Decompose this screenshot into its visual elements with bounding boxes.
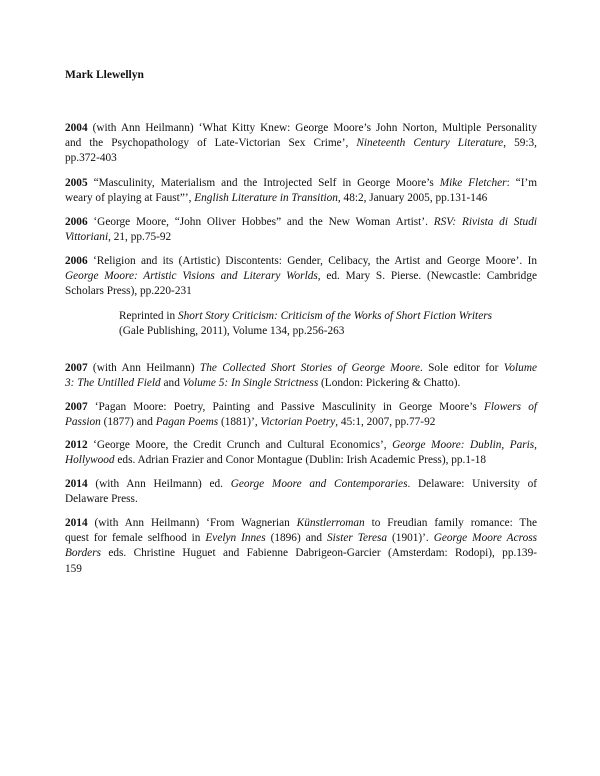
work-title: Mike Fletcher: [439, 177, 507, 189]
entry-line: [65, 136, 537, 151]
entry-text: , ed. Mary S. Pierse. (Newcastle: Cambridge: [317, 270, 537, 283]
entry-line: [65, 151, 537, 166]
work-title: Künstlerroman: [296, 517, 365, 529]
entry-year: 2007: [65, 362, 88, 374]
entry-line: [65, 453, 537, 468]
entry-text: eds. Christine Huguet and Fabienne Dabrigeon-Garcier (Amsterdam: Rodopi), pp.139-: [100, 547, 537, 560]
entry-text: (1877) and: [100, 416, 156, 429]
book-title: George Moore: Artistic Visions and Literary Worlds: [65, 270, 318, 283]
volume-title: Volume: [503, 362, 537, 374]
entry-line: [65, 254, 537, 269]
work-title: Sister Teresa: [327, 532, 388, 545]
entry-text: weary of playing at Faust”’,: [65, 192, 195, 205]
journal-title: Vittoriani: [65, 231, 109, 244]
entry-text: , 48:2, January 2005, pp.131-146: [337, 192, 488, 205]
entry-text: Delaware Press.: [65, 493, 138, 506]
entry-line: [65, 477, 537, 492]
entry-year: 2012: [65, 439, 88, 451]
entry-text: ‘Pagan Moore: Poetry, Painting and Passive Masculinity in George Moore’s: [87, 401, 485, 413]
journal-title: Victorian Poetry: [260, 416, 336, 429]
entry-line: [65, 531, 537, 546]
entry-text: and the Psychopathology of Late-Victorian Sex Crime’,: [65, 137, 357, 150]
entry-text: , 45:1, 2007, pp.77-92: [335, 416, 436, 429]
entry-line: [65, 546, 537, 561]
entry-text: . Delaware: University of: [407, 478, 537, 490]
bibliography-entry-2014-a: [65, 477, 537, 507]
book-title: Short Story Criticism: Criticism of the Works of Short Fiction Writers: [177, 310, 493, 322]
bibliography-entry-2012: [65, 438, 537, 468]
entry-text: (with Ann Heilmann): [87, 362, 200, 374]
entry-text: and: [160, 377, 183, 390]
entry-year: 2014: [65, 517, 88, 529]
entry-line: [65, 492, 537, 507]
book-title: The Collected Short Stories of George Moore: [199, 362, 420, 374]
entry-text: ‘Religion and its (Artistic) Discontents: Gender, Celibacy, the Artist and George Moore’. In: [87, 255, 537, 267]
entry-line: [65, 400, 537, 415]
entry-line: [65, 230, 537, 245]
entry-text: : “I’m: [506, 177, 538, 189]
entry-year: 2006: [65, 255, 88, 267]
work-title: Pagan Poems: [155, 416, 219, 429]
bibliography-entry-2007-a: [65, 361, 537, 391]
bibliography-entry-2014-b: [65, 516, 537, 577]
entry-line: [119, 324, 539, 339]
journal-title: Nineteenth Century Literature: [356, 137, 504, 150]
entry-text: eds. Adrian Frazier and Conor Montague (Dublin: Irish Academic Press), pp.1-18: [114, 454, 487, 467]
work-title: Flowers of: [484, 401, 538, 413]
bibliography-entry-2005: [65, 176, 537, 206]
entry-line: [65, 284, 537, 299]
entry-text: (with Ann Heilmann) ‘What Kitty Knew: George Moore’s John Norton, Multiple Personality: [87, 122, 537, 134]
journal-title: English Literature in Transition: [194, 192, 338, 205]
entry-line: [65, 516, 537, 531]
entry-line: [65, 269, 537, 284]
entry-text: (with Ann Heilmann) ‘From Wagnerian: [87, 517, 297, 529]
book-title: Hollywood: [65, 454, 115, 467]
entry-year: 2004: [65, 122, 88, 134]
bibliography-entry-2006-a: [65, 215, 537, 245]
journal-title: RSV: Rivista di Studi: [433, 216, 537, 228]
entry-text: , 59:3,: [503, 137, 537, 150]
book-title: George Moore and Contemporaries: [230, 478, 408, 490]
entry-text: Reprinted in: [119, 310, 178, 322]
bibliography-entry-2004: [65, 121, 537, 167]
entry-year: 2005: [65, 177, 88, 189]
entry-text: . Sole editor for: [419, 362, 504, 374]
work-title: Passion: [65, 416, 101, 429]
entry-text: (1896) and: [265, 532, 328, 545]
entry-text: ‘George Moore, the Credit Crunch and Cultural Economics’,: [87, 439, 393, 451]
bibliography-entry-2007-b: [65, 400, 537, 430]
book-title: Borders: [65, 547, 101, 560]
entry-line: [65, 361, 537, 376]
entry-text: (1881)’,: [218, 416, 261, 429]
entry-text: (London: Pickering & Chatto).: [318, 377, 461, 390]
entry-text: (1901)’.: [387, 532, 434, 545]
entry-line: [65, 562, 537, 577]
entry-line: [65, 191, 537, 206]
entry-line: [65, 376, 537, 391]
reprint-note: [119, 309, 539, 339]
entry-text: (Gale Publishing, 2011), Volume 134, pp.256-263: [119, 325, 345, 338]
entry-text: “Masculinity, Materialism and the Introjected Self in George Moore’s: [87, 177, 440, 189]
volume-title: 3: The Untilled Field: [65, 377, 161, 390]
entry-year: 2006: [65, 216, 88, 228]
entry-text: ‘George Moore, “John Oliver Hobbes” and the New Woman Artist’.: [87, 216, 434, 228]
entry-text: (with Ann Heilmann) ed.: [87, 478, 231, 490]
book-title: George Moore: Dublin, Paris,: [392, 439, 537, 451]
entry-text: quest for female selfhood in: [65, 532, 206, 545]
entry-pages: pp.372-403: [65, 152, 117, 165]
work-title: Evelyn Innes: [205, 532, 266, 545]
author-name: Mark Llewellyn: [65, 69, 144, 81]
bibliography-entry-2006-b: [65, 254, 537, 300]
entry-text: , 21, pp.75-92: [108, 231, 172, 244]
volume-title: Volume 5: In Single Strictness: [182, 377, 319, 390]
entry-line: [65, 121, 537, 136]
entry-line: [65, 415, 537, 430]
entry-text: to Freudian family romance: The: [364, 517, 537, 529]
entry-line: [65, 438, 537, 453]
entry-year: 2007: [65, 401, 88, 413]
entry-line: [119, 309, 539, 324]
entry-line: [65, 215, 537, 230]
book-title: George Moore Across: [433, 532, 538, 545]
entry-text: Scholars Press), pp.220-231: [65, 285, 192, 298]
entry-pages: 159: [65, 562, 82, 575]
entry-line: [65, 176, 537, 191]
entry-year: 2014: [65, 478, 88, 490]
